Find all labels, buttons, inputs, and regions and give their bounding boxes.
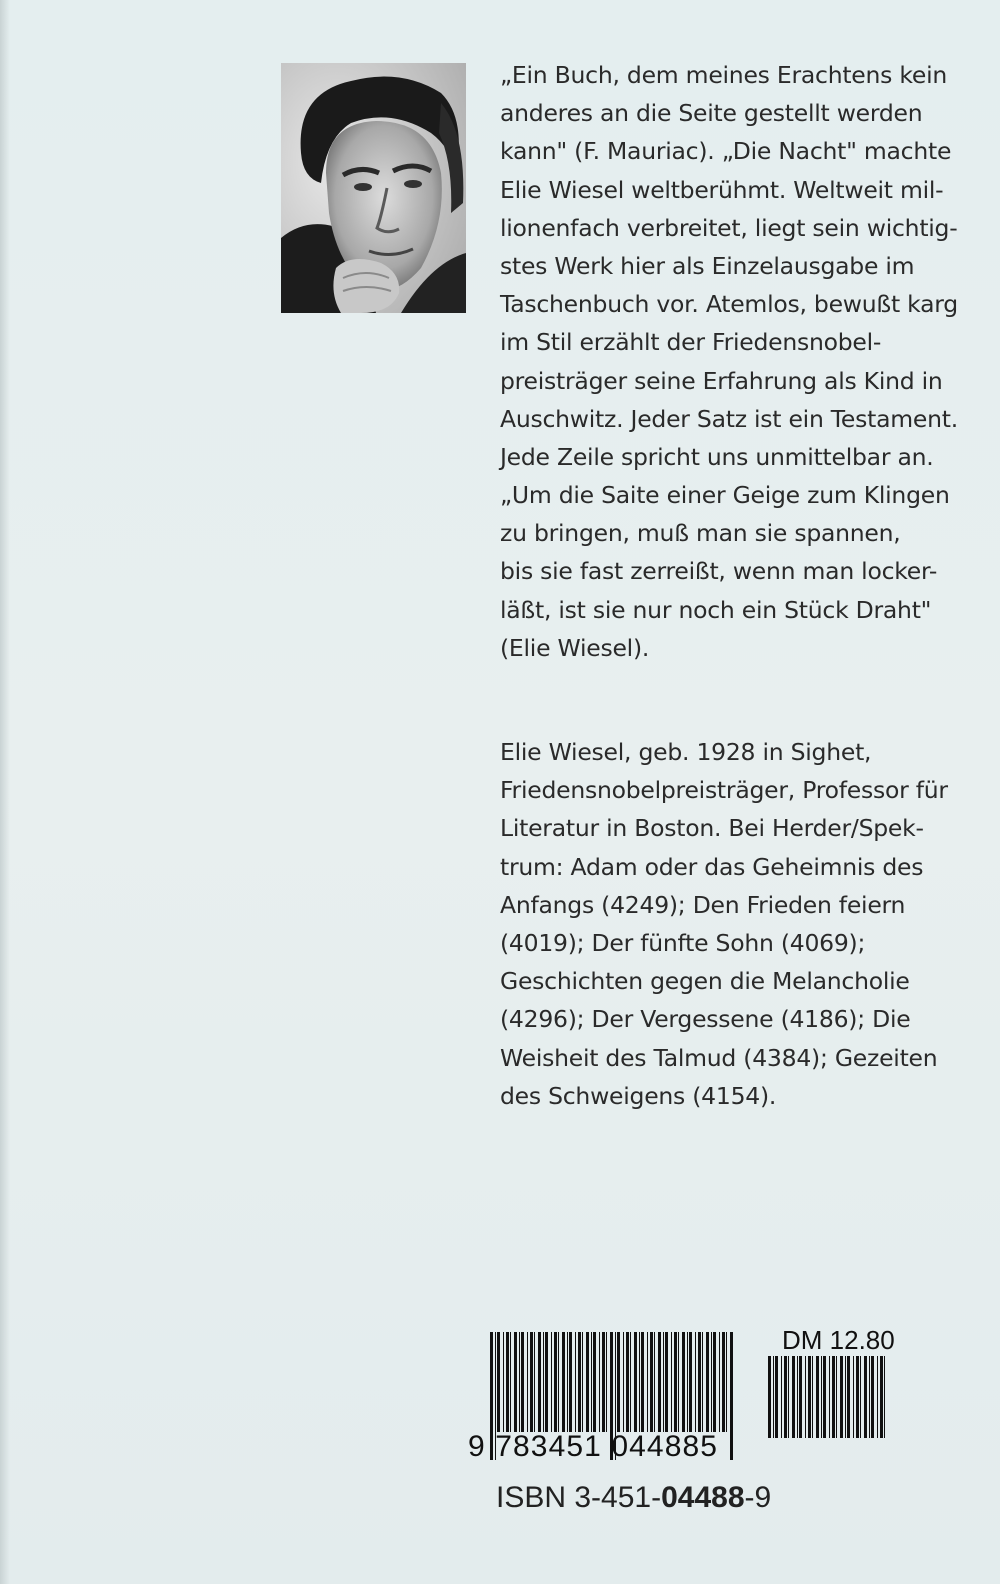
isbn-bold-part: 04488 [661,1481,745,1514]
barcode-bar [617,1332,620,1432]
blurb-line: Taschenbuch vor. Atemlos, bewußt karg [500,290,958,319]
barcode-bar [768,1356,771,1438]
barcode-bar [551,1332,552,1432]
barcode-bar [719,1332,720,1432]
blurb-line: stes Werk hier als Einzelausgabe im [500,251,915,280]
barcode-bar [562,1332,565,1432]
barcode-bar [558,1332,559,1432]
barcode-bar [853,1356,854,1438]
barcode-bar [799,1356,802,1438]
barcode-bar [578,1332,581,1432]
barcode-bar [847,1356,850,1438]
barcode-bar [658,1332,661,1432]
bio-line: Anfangs (4249); Den Frieden feiern [500,890,906,919]
bio-line: des Schweigens (4154). [500,1081,777,1110]
cover-edge-shadow [0,0,10,1584]
barcode-bar [836,1356,837,1438]
barcode-bar [864,1356,867,1438]
barcode-bar [497,1332,500,1432]
barcode-bar [503,1332,504,1432]
barcode-bar [641,1332,644,1432]
blurb-line: kann" (F. Mauriac). „Die Nacht" machte [500,137,952,166]
barcode-bar [871,1356,874,1438]
barcode-bar [671,1332,672,1432]
barcode-bar [711,1332,712,1432]
barcode-bar [545,1332,548,1432]
barcode-bar [634,1332,637,1432]
barcode-bar [514,1332,517,1432]
barcode-bar [527,1332,528,1432]
barcode-bar [808,1356,811,1438]
barcode-bar [730,1332,733,1460]
bio-line: trum: Adam oder das Geheimnis des [500,852,924,881]
blurb-line: bis sie fast zerreißt, wenn man locker- [500,557,938,586]
barcode-bar [567,1332,568,1432]
barcode-bar [695,1332,696,1432]
isbn-prefix: ISBN 3-451- [496,1481,662,1514]
barcode-bar [880,1356,883,1438]
blurb-line: „Um die Saite einer Geige zum Klingen [500,481,950,510]
blurb-text [500,56,960,667]
barcode-bar [543,1332,544,1432]
barcode-bar [606,1332,607,1432]
bio-line: Geschichten gegen die Melancholie [500,967,910,996]
blurb-line: lionenfach verbreitet, liegt sein wichtig- [500,213,958,242]
author-portrait [281,63,466,313]
author-photo-icon [281,63,466,313]
barcode-bar [654,1332,655,1432]
barcode-bar [530,1332,533,1432]
barcode-bar [722,1332,725,1432]
bio-line: (4296); Der Vergessene (4186); Die [500,1005,911,1034]
barcode-bar [626,1332,629,1432]
barcode-bar [521,1332,524,1432]
barcode-bar [702,1332,703,1432]
barcode-bar [823,1356,826,1438]
barcode-bar [706,1332,709,1432]
blurb-line: anderes an die Seite gestellt werden [500,99,923,128]
barcode-bar [534,1332,535,1432]
barcode-bar [832,1356,835,1438]
barcode-bar [647,1332,648,1432]
isbn-number [496,1481,771,1515]
barcode-bar [687,1332,688,1432]
blurb-line: Jede Zeile spricht uns unmittelbar an. [500,442,934,471]
barcode-bar [773,1356,774,1438]
barcode-bar [538,1332,541,1432]
blurb-line: „Ein Buch, dem meines Erachtens kein [500,61,948,89]
bio-line: Literatur in Boston. Bei Herder/Spek- [500,814,924,843]
barcode-bar [586,1332,589,1432]
blurb-line: Auschwitz. Jeder Satz ist ein Testament. [500,404,958,433]
barcode-bar [569,1332,572,1432]
barcode-bar [856,1356,859,1438]
price-label: DM 12.80 [782,1325,895,1355]
blurb-line: läßt, ist sie nur noch ein Stück Draht" [500,595,932,624]
bio-line: (4019); Der fünfte Sohn (4069); [500,928,866,957]
barcode-bar [840,1356,843,1438]
barcode-bar [639,1332,640,1432]
blurb-line: im Stil erzählt der Friedensnobel- [500,328,882,357]
bio-line: Weisheit des Talmud (4384); Gezeiten [500,1043,938,1072]
barcode-bar [674,1332,677,1432]
barcode-bar [788,1356,789,1438]
barcode-bar [726,1332,727,1432]
isbn-suffix: -9 [744,1481,772,1514]
barcode-bar [877,1356,878,1438]
barcode-bar [510,1332,511,1432]
barcode-bar [554,1332,557,1432]
barcode-bar [821,1356,822,1438]
barcode-bar [689,1332,692,1432]
barcode-bar [575,1332,576,1432]
barcode-bar [650,1332,653,1432]
bio-line: Friedensnobelpreisträger, Professor für [500,776,948,805]
barcode-bar [797,1356,798,1438]
barcode-bar [812,1356,813,1438]
barcode-bar [663,1332,664,1432]
barcode-bar [805,1356,806,1438]
barcode-bar [775,1356,778,1438]
price-barcode [768,1356,890,1438]
barcode-bar [860,1356,861,1438]
barcode-bar [519,1332,520,1432]
author-bio [500,733,960,1115]
barcode-bar [623,1332,624,1432]
blurb-line: Elie Wiesel weltberühmt. Weltweit mil- [500,175,944,204]
barcode-digits: 9 783451 044885 [468,1430,719,1463]
price-barcode-icon [768,1356,890,1438]
barcode-bar [829,1356,830,1438]
barcode-bar [781,1356,782,1438]
barcode-bar [713,1332,716,1432]
blurb-line: preisträger seine Erfahrung als Kind in [500,366,943,395]
barcode-bar [593,1332,596,1432]
blurb-line: zu bringen, muß man sie spannen, [500,519,901,548]
barcode-bar [884,1356,885,1438]
barcode-bar [682,1332,685,1432]
barcode-bar [845,1356,846,1438]
barcode-bar [602,1332,605,1432]
bio-line: Elie Wiesel, geb. 1928 in Sighet, [500,738,872,766]
barcode-bar [816,1356,819,1438]
barcode-bar [698,1332,701,1432]
barcode-bar [506,1332,509,1432]
barcode-bar [582,1332,583,1432]
barcode-bar [784,1356,787,1438]
barcode-bar [591,1332,592,1432]
barcode-bar [869,1356,870,1438]
barcode-bar [630,1332,631,1432]
barcode-bar [792,1356,795,1438]
barcode-bar [678,1332,679,1432]
blurb-line: (Elie Wiesel). [500,633,650,662]
barcode-bar [599,1332,600,1432]
barcode-bar [665,1332,668,1432]
